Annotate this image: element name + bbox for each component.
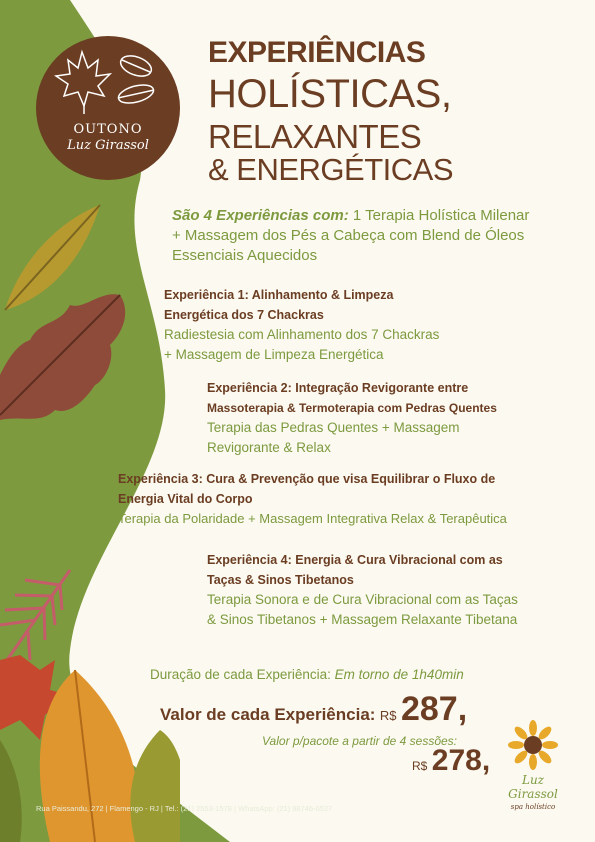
- experience-description: & Sinos Tibetanos + Massagem Relaxante Tibetana: [207, 612, 518, 627]
- logo-name-line2: Girassol: [508, 787, 558, 801]
- page-title-line3: RELAXANTES: [208, 118, 422, 155]
- experience-heading: Experiência 2: Integração Revigorante entre: [207, 381, 469, 395]
- duration-line: [150, 667, 464, 682]
- logo-name-line1: Luz: [521, 773, 545, 787]
- experience-3: [118, 469, 588, 529]
- package-price-label: Valor p/pacote a partir de 4 sessões:: [262, 734, 457, 748]
- experience-description: Terapia da Polaridade + Massagem Integrativa Relax & Terapêutica: [118, 511, 507, 526]
- fern-leaf-icon: [0, 570, 70, 670]
- logo-tagline: spa holístico: [510, 803, 556, 811]
- maple-leaf-icon: [52, 44, 162, 116]
- intro-lead: São 4 Experiências com:: [172, 207, 349, 224]
- badge-season: OUTONO: [73, 122, 143, 137]
- duration-value: Em torno de 1h40min: [334, 667, 464, 682]
- package-price-line: [412, 744, 490, 778]
- experience-heading: Experiência 1: Alinhamento & Limpeza: [164, 288, 394, 302]
- experience-heading: Energética dos 7 Chackras: [164, 308, 324, 322]
- intro-text: [172, 206, 572, 266]
- oak-leaf-icon: [0, 294, 125, 420]
- sunflower-logo-icon: [508, 720, 558, 770]
- price-line: [160, 690, 467, 729]
- experience-heading: Massoterapia & Termoterapia com Pedras Quentes: [207, 401, 497, 415]
- leaf-icon: [130, 730, 180, 842]
- experience-heading: Energia Vital do Corpo: [118, 492, 253, 506]
- leaf-icon: [0, 740, 22, 842]
- experience-description: Revigorante & Relax: [207, 440, 331, 455]
- experience-description: + Massagem de Limpeza Energética: [164, 347, 384, 362]
- experience-heading: Taças & Sinos Tibetanos: [207, 573, 354, 587]
- intro-line1: 1 Terapia Holística Milenar: [348, 207, 530, 224]
- price-label: Valor de cada Experiência:: [160, 705, 376, 724]
- page-title-line2: HOLÍSTICAS,: [208, 72, 452, 116]
- experience-description: Terapia Sonora e de Cura Vibracional com as Taças: [207, 592, 518, 607]
- leaf-icon: [5, 205, 100, 310]
- leaf-icon: [40, 670, 141, 842]
- experience-description: Radiestesia com Alinhamento dos 7 Chackras: [164, 327, 440, 342]
- experience-heading: Experiência 4: Energia & Cura Vibracional com as: [207, 553, 503, 567]
- intro-line2: + Massagem dos Pés a Cabeça com Blend de Óleos: [172, 227, 525, 244]
- badge-brand: Luz Girassol: [67, 138, 149, 153]
- experience-heading: Experiência 3: Cura & Prevenção que visa Equilibrar o Fluxo de: [118, 472, 496, 486]
- page-title-line1: EXPERIÊNCIAS: [208, 36, 426, 69]
- experience-4: [207, 550, 587, 630]
- duration-label: Duração de cada Experiência:: [150, 667, 331, 682]
- package-amount: 278,: [431, 744, 491, 777]
- experience-1: [164, 285, 584, 365]
- price-amount: 287,: [400, 690, 468, 728]
- price-currency: R$: [379, 708, 397, 723]
- page-title-line4: & ENERGÉTICAS: [208, 152, 453, 187]
- experience-description: Terapia das Pedras Quentes + Massagem: [207, 420, 460, 435]
- package-currency: R$: [412, 759, 428, 773]
- footer-contact: Rua Paissandu, 272 | Flamengo - RJ | Tel.: (21) 2553-1578 | WhatsApp: (21) 98746-6527: [36, 804, 333, 813]
- intro-line3: Essenciais Aquecidos: [172, 247, 318, 264]
- experience-2: [207, 378, 587, 458]
